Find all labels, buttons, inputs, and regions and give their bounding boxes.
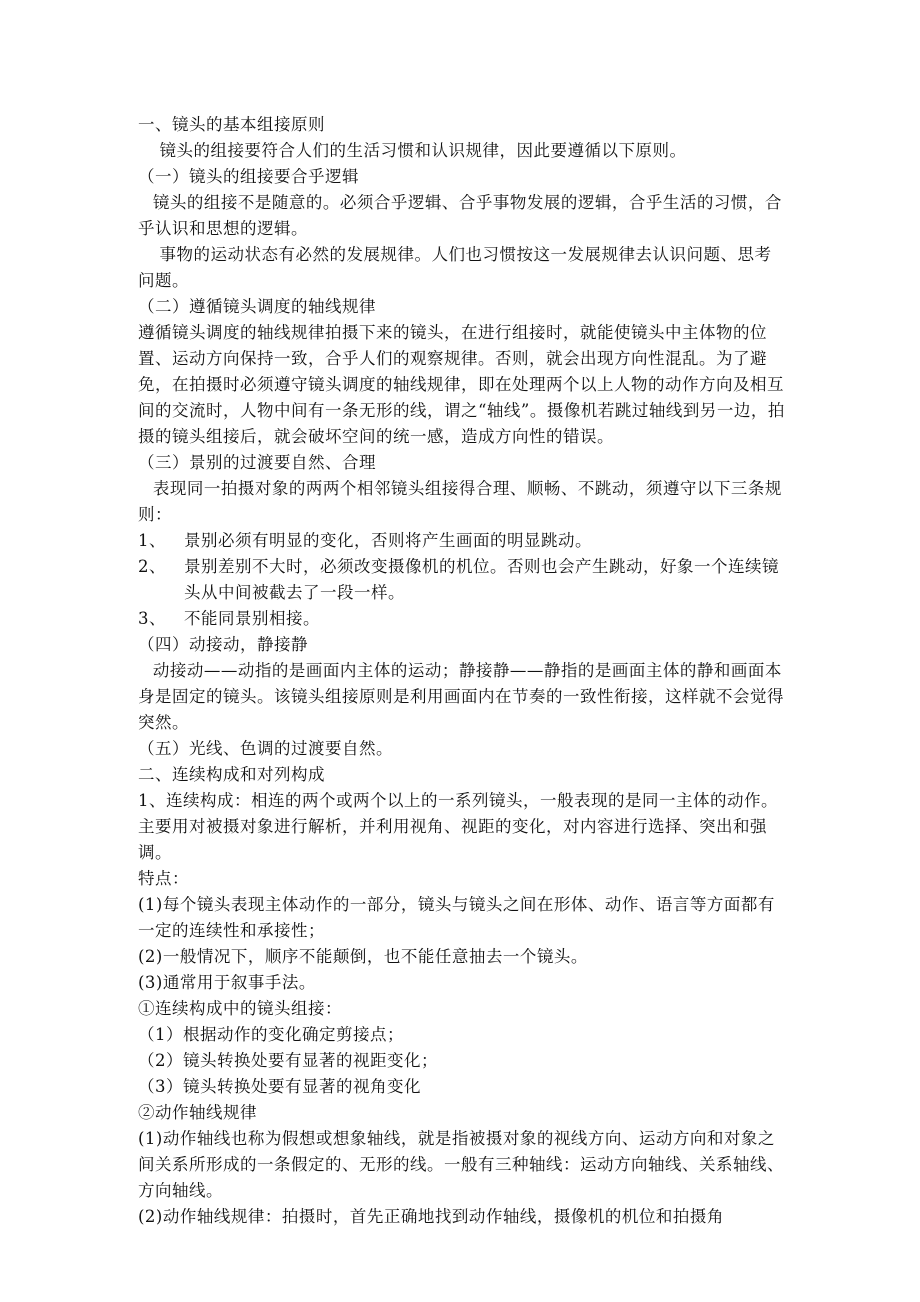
paragraph: 表现同一拍摄对象的两两个相邻镜头组接得合理、顺畅、不跳动，须遵守以下三条规则： xyxy=(138,479,782,524)
paragraph: ②动作轴线规律 xyxy=(138,1103,257,1122)
paragraph: 遵循镜头调度的轴线规律拍摄下来的镜头，在进行组接时，就能使镜头中主体物的位置、运动方向保持一致，合乎人们的观察规律。否则，就会出现方向性混乱。为了避免，在拍摄时必须遵守镜头调度的轴线规律，即在处理两个以上人物的动作方向及相互间的交流时，人物中间有一条无形的线，谓之“轴线”。摄像机若跳过轴线到另一边，拍摄的镜头组接后，就会破坏空间的统一感，造成方向性的错误。 xyxy=(138,323,785,446)
rule-number: 1、 xyxy=(138,531,166,550)
paragraph: 动接动——动指的是画面内主体的运动；静接静——静指的是画面主体的静和画面本身是固定的镜头。该镜头组接原则是利用画面内在节奏的一致性衔接，这样就不会觉得突然。 xyxy=(138,661,784,732)
rule-text: 景别差别不大时，必须改变摄像机的机位。否则也会产生跳动，好象一个连续镜头从中间被截去了一段一样。 xyxy=(184,557,779,602)
subsection-heading: （三）景别的过渡要自然、合理 xyxy=(138,453,376,472)
subsection-heading: （五）光线、色调的过渡要自然。 xyxy=(138,739,393,758)
paragraph: 镜头的组接要符合人们的生活习惯和认识规律，因此要遵循以下原则。 xyxy=(159,141,687,160)
paragraph: （1）根据动作的变化确定剪接点； xyxy=(138,1025,404,1044)
rule-item xyxy=(138,554,788,606)
paragraph: (1)动作轴线也称为假想或想象轴线，就是指被摄对象的视线方向、运动方向和对象之间关系所形成的一条假定的、无形的线。一般有三种轴线：运动方向轴线、关系轴线、方向轴线。 xyxy=(138,1129,784,1200)
paragraph: 1、连续构成：相连的两个或两个以上的一系列镜头，一般表现的是同一主体的动作。主要用对被摄对象进行解析，并利用视角、视距的变化，对内容进行选择、突出和强调。 xyxy=(138,791,778,862)
rule-text: 景别必须有明显的变化，否则将产生画面的明显跳动。 xyxy=(184,531,592,550)
paragraph: 镜头的组接不是随意的。必须合乎逻辑、合乎事物发展的逻辑，合乎生活的习惯，合乎认识和思想的逻辑。 xyxy=(138,193,782,238)
subsection-heading: （四）动接动，静接静 xyxy=(138,635,308,654)
rule-number: 3、 xyxy=(138,609,166,628)
rule-item xyxy=(138,606,788,632)
paragraph: (3)通常用于叙事手法。 xyxy=(138,973,316,992)
subsection-heading: （一）镜头的组接要合乎逻辑 xyxy=(138,167,359,186)
section-heading-2: 二、连续构成和对列构成 xyxy=(138,765,325,784)
rule-number: 2、 xyxy=(138,557,166,576)
paragraph: (2)一般情况下，顺序不能颠倒，也不能任意抽去一个镜头。 xyxy=(138,947,588,966)
paragraph: 事物的运动状态有必然的发展规律。人们也习惯按这一发展规律去认识问题、思考问题。 xyxy=(138,245,772,290)
paragraph: （3）镜头转换处要有显著的视角变化 xyxy=(138,1077,421,1096)
rule-item xyxy=(138,528,788,554)
paragraph: (2)动作轴线规律：拍摄时，首先正确地找到动作轴线，摄像机的机位和拍摄角 xyxy=(138,1207,724,1226)
paragraph: （2）镜头转换处要有显著的视距变化； xyxy=(138,1051,438,1070)
paragraph: ①连续构成中的镜头组接： xyxy=(138,999,342,1018)
document-body xyxy=(138,112,788,1230)
section-heading-1: 一、镜头的基本组接原则 xyxy=(138,115,325,134)
rule-text: 不能同景别相接。 xyxy=(184,609,320,628)
subsection-heading: （二）遵循镜头调度的轴线规律 xyxy=(138,297,376,316)
paragraph: (1)每个镜头表现主体动作的一部分，镜头与镜头之间在形体、动作、语言等方面都有一定的连续性和承接性； xyxy=(138,895,775,940)
features-label: 特点： xyxy=(138,869,189,888)
